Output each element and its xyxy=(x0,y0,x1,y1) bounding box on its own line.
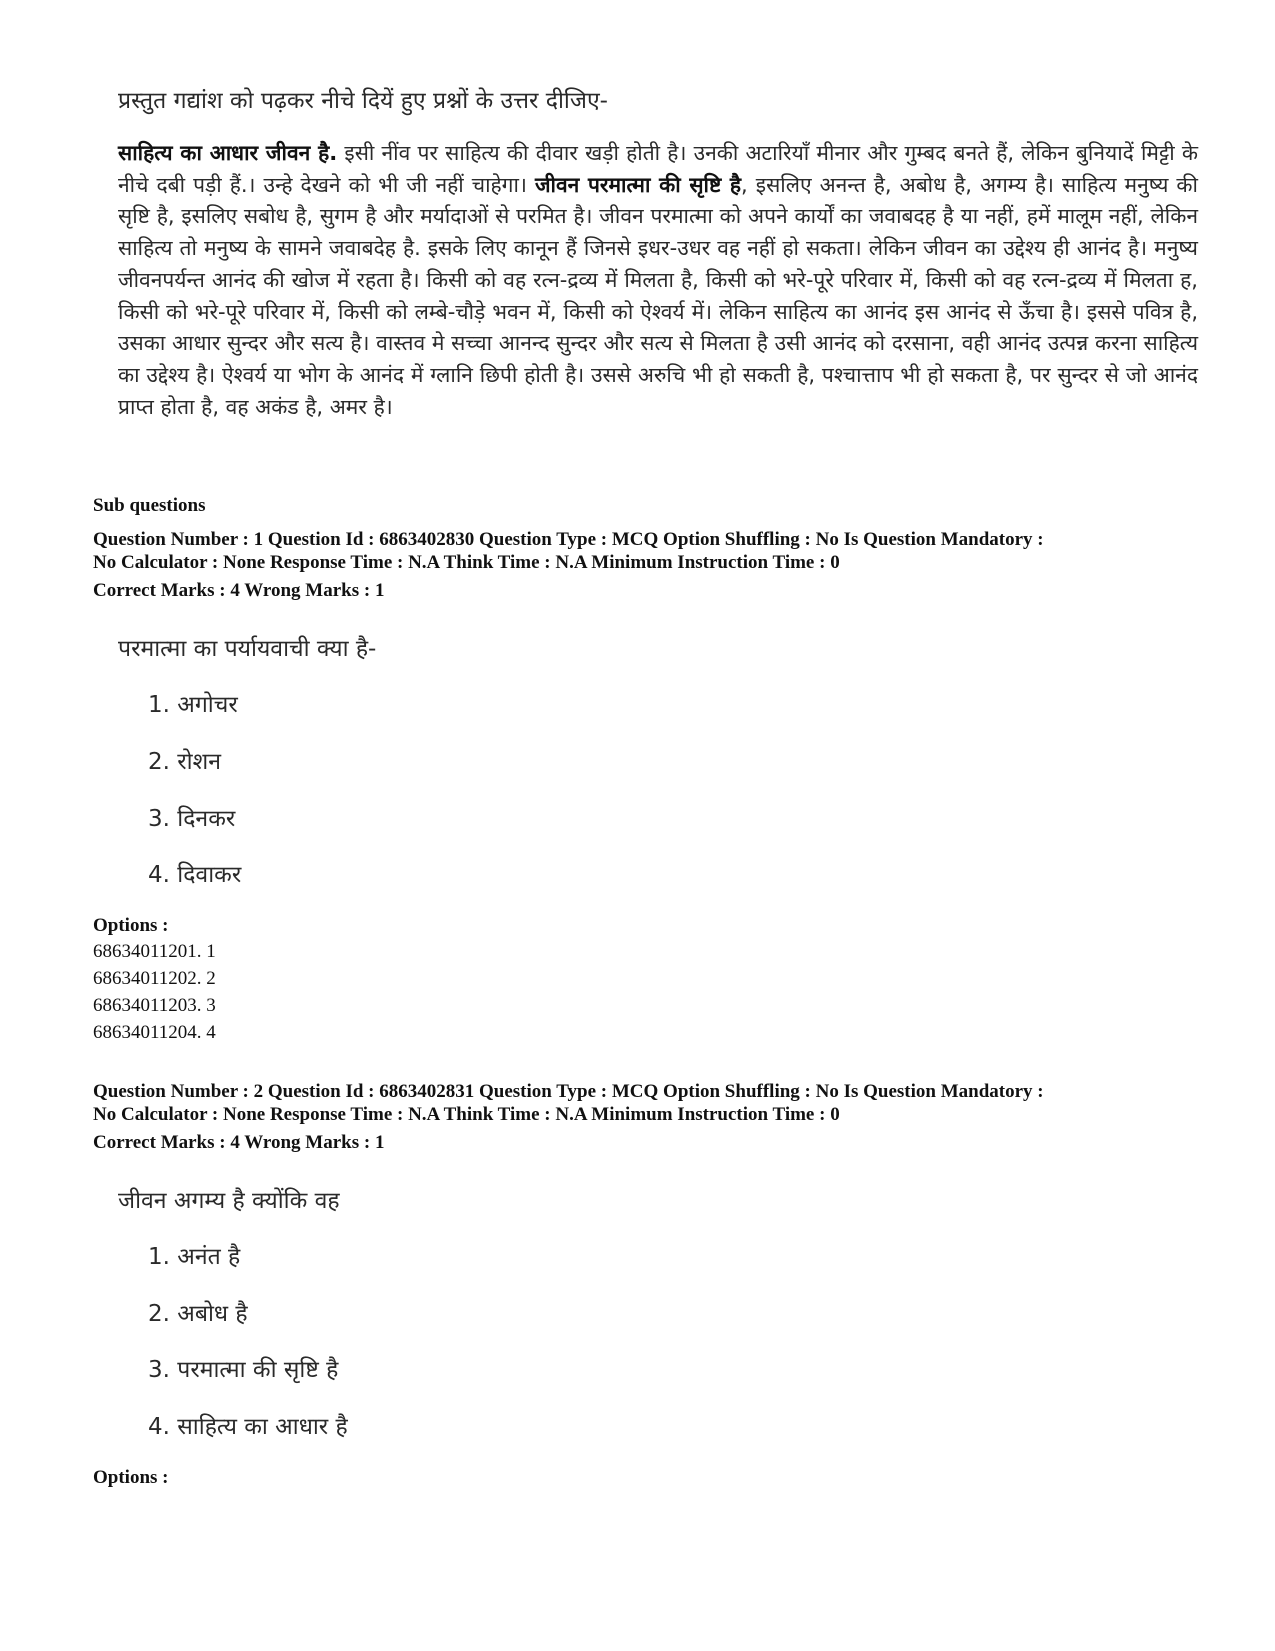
question-1-choice-1: 1. अगोचर xyxy=(148,692,238,718)
question-1-text: परमात्मा का पर्यायवाची क्या है- xyxy=(118,636,377,662)
question-2-choice-4: 4. साहित्य का आधार है xyxy=(148,1414,348,1440)
passage-bold-middle: जीवन परमात्मा की सृष्टि है xyxy=(534,172,742,197)
question-2-marks: Correct Marks : 4 Wrong Marks : 1 xyxy=(93,1132,385,1153)
passage-text-part1: इसी नींव पर साहित्य की दीवार खड़ी होती है। उनकी अटारियाँ मीनार और गुम्बद बनते हैं, लेकिन बुनियादें मिट्टी के नीचे दबी पड़ी हैं.। उन्हे देखने को भी जी नहीं चाहेगा। xyxy=(118,141,1198,197)
question-1-option-ids xyxy=(93,938,216,1046)
option-id-item: 68634011204. 4 xyxy=(93,1022,216,1043)
passage-text xyxy=(118,138,1198,423)
passage-text-part2: , इसलिए अनन्त है, अबोध है, अगम्य है। साहित्य मनुष्य की सृष्टि है, इसलिए सबोध है, सुगम है और मर्यादाओं से परमित है। जीवन परमात्मा को अपने कार्यों का जवाबदह है या नहीं, हमें मालूम नहीं, लेकिन साहित्य तो मनुष्य के सामने जवाबदेह है. इसके लिए कानून हैं जिनसे इधर-उधर वह नहीं हो सकता। लेकिन जीवन का उद्देश्य ही आनंद है। मनुष्य जीवनपर्यन्त आनंद की खोज में रहता है। किसी को वह रत्न-द्रव्य में मिलता है, किसी को भरे-पूरे परिवार में, किसी को वह रत्न-द्रव्य में मिलता ह, किसी को भरे-पूरे परिवार में, किसी को लम्बे-चौड़े भवन में, किसी को ऐश्वर्य में। लेकिन साहित्य का आनंद इस आनंद से ऊँचा है। इससे पवित्र है, उसका आधार सुन्दर और सत्य है। वास्तव मे सच्चा आनन्द सुन्दर और सत्य से मिलता है उसी आनंद को दरसाना, वही आनंद उत्पन्न करना साहित्य का उद्देश्य है। ऐश्वर्य या भोग के आनंद में ग्लानि छिपी होती है। उससे अरुचि भी हो सकती है, पश्चात्ताप भी हो सकता है, पर सुन्दर से जो आनंद प्राप्त होता है, वह अकंड है, अमर है। xyxy=(118,172,1198,419)
question-1-options-label: Options : xyxy=(93,915,169,936)
question-1-choice-2: 2. रोशन xyxy=(148,749,222,775)
question-1-meta-line1: Question Number : 1 Question Id : 6863402830 Question Type : MCQ Option Shuffling : No Is Question Mandatory : xyxy=(93,529,1044,550)
question-2-choice-2: 2. अबोध है xyxy=(148,1301,248,1327)
question-2-choice-3: 3. परमात्मा की सृष्टि है xyxy=(148,1357,339,1383)
passage-bold-lead: साहित्य का आधार जीवन है. xyxy=(118,141,338,165)
option-id-item: 68634011202. 2 xyxy=(93,968,216,989)
sub-questions-heading: Sub questions xyxy=(93,495,206,516)
question-1-meta-line2: No Calculator : None Response Time : N.A Think Time : N.A Minimum Instruction Time : 0 xyxy=(93,552,840,573)
question-1-choice-4: 4. दिवाकर xyxy=(148,862,242,888)
question-2-choice-1: 1. अनंत है xyxy=(148,1244,241,1270)
question-1-meta xyxy=(93,528,1203,602)
question-2-meta-line1: Question Number : 2 Question Id : 6863402831 Question Type : MCQ Option Shuffling : No Is Question Mandatory : xyxy=(93,1081,1044,1102)
question-2-text: जीवन अगम्य है क्योंकि वह xyxy=(118,1188,340,1214)
option-id-item: 68634011203. 3 xyxy=(93,995,216,1016)
question-2-options-label: Options : xyxy=(93,1467,169,1488)
question-2-meta xyxy=(93,1080,1203,1154)
question-1-marks: Correct Marks : 4 Wrong Marks : 1 xyxy=(93,580,385,601)
passage-instruction: प्रस्तुत गद्यांश को पढ़कर नीचे दियें हुए प्रश्नों के उत्तर दीजिए- xyxy=(118,88,608,114)
question-2-meta-line2: No Calculator : None Response Time : N.A Think Time : N.A Minimum Instruction Time : 0 xyxy=(93,1104,840,1125)
question-1-choice-3: 3. दिनकर xyxy=(148,806,236,832)
option-id-item: 68634011201. 1 xyxy=(93,941,216,962)
